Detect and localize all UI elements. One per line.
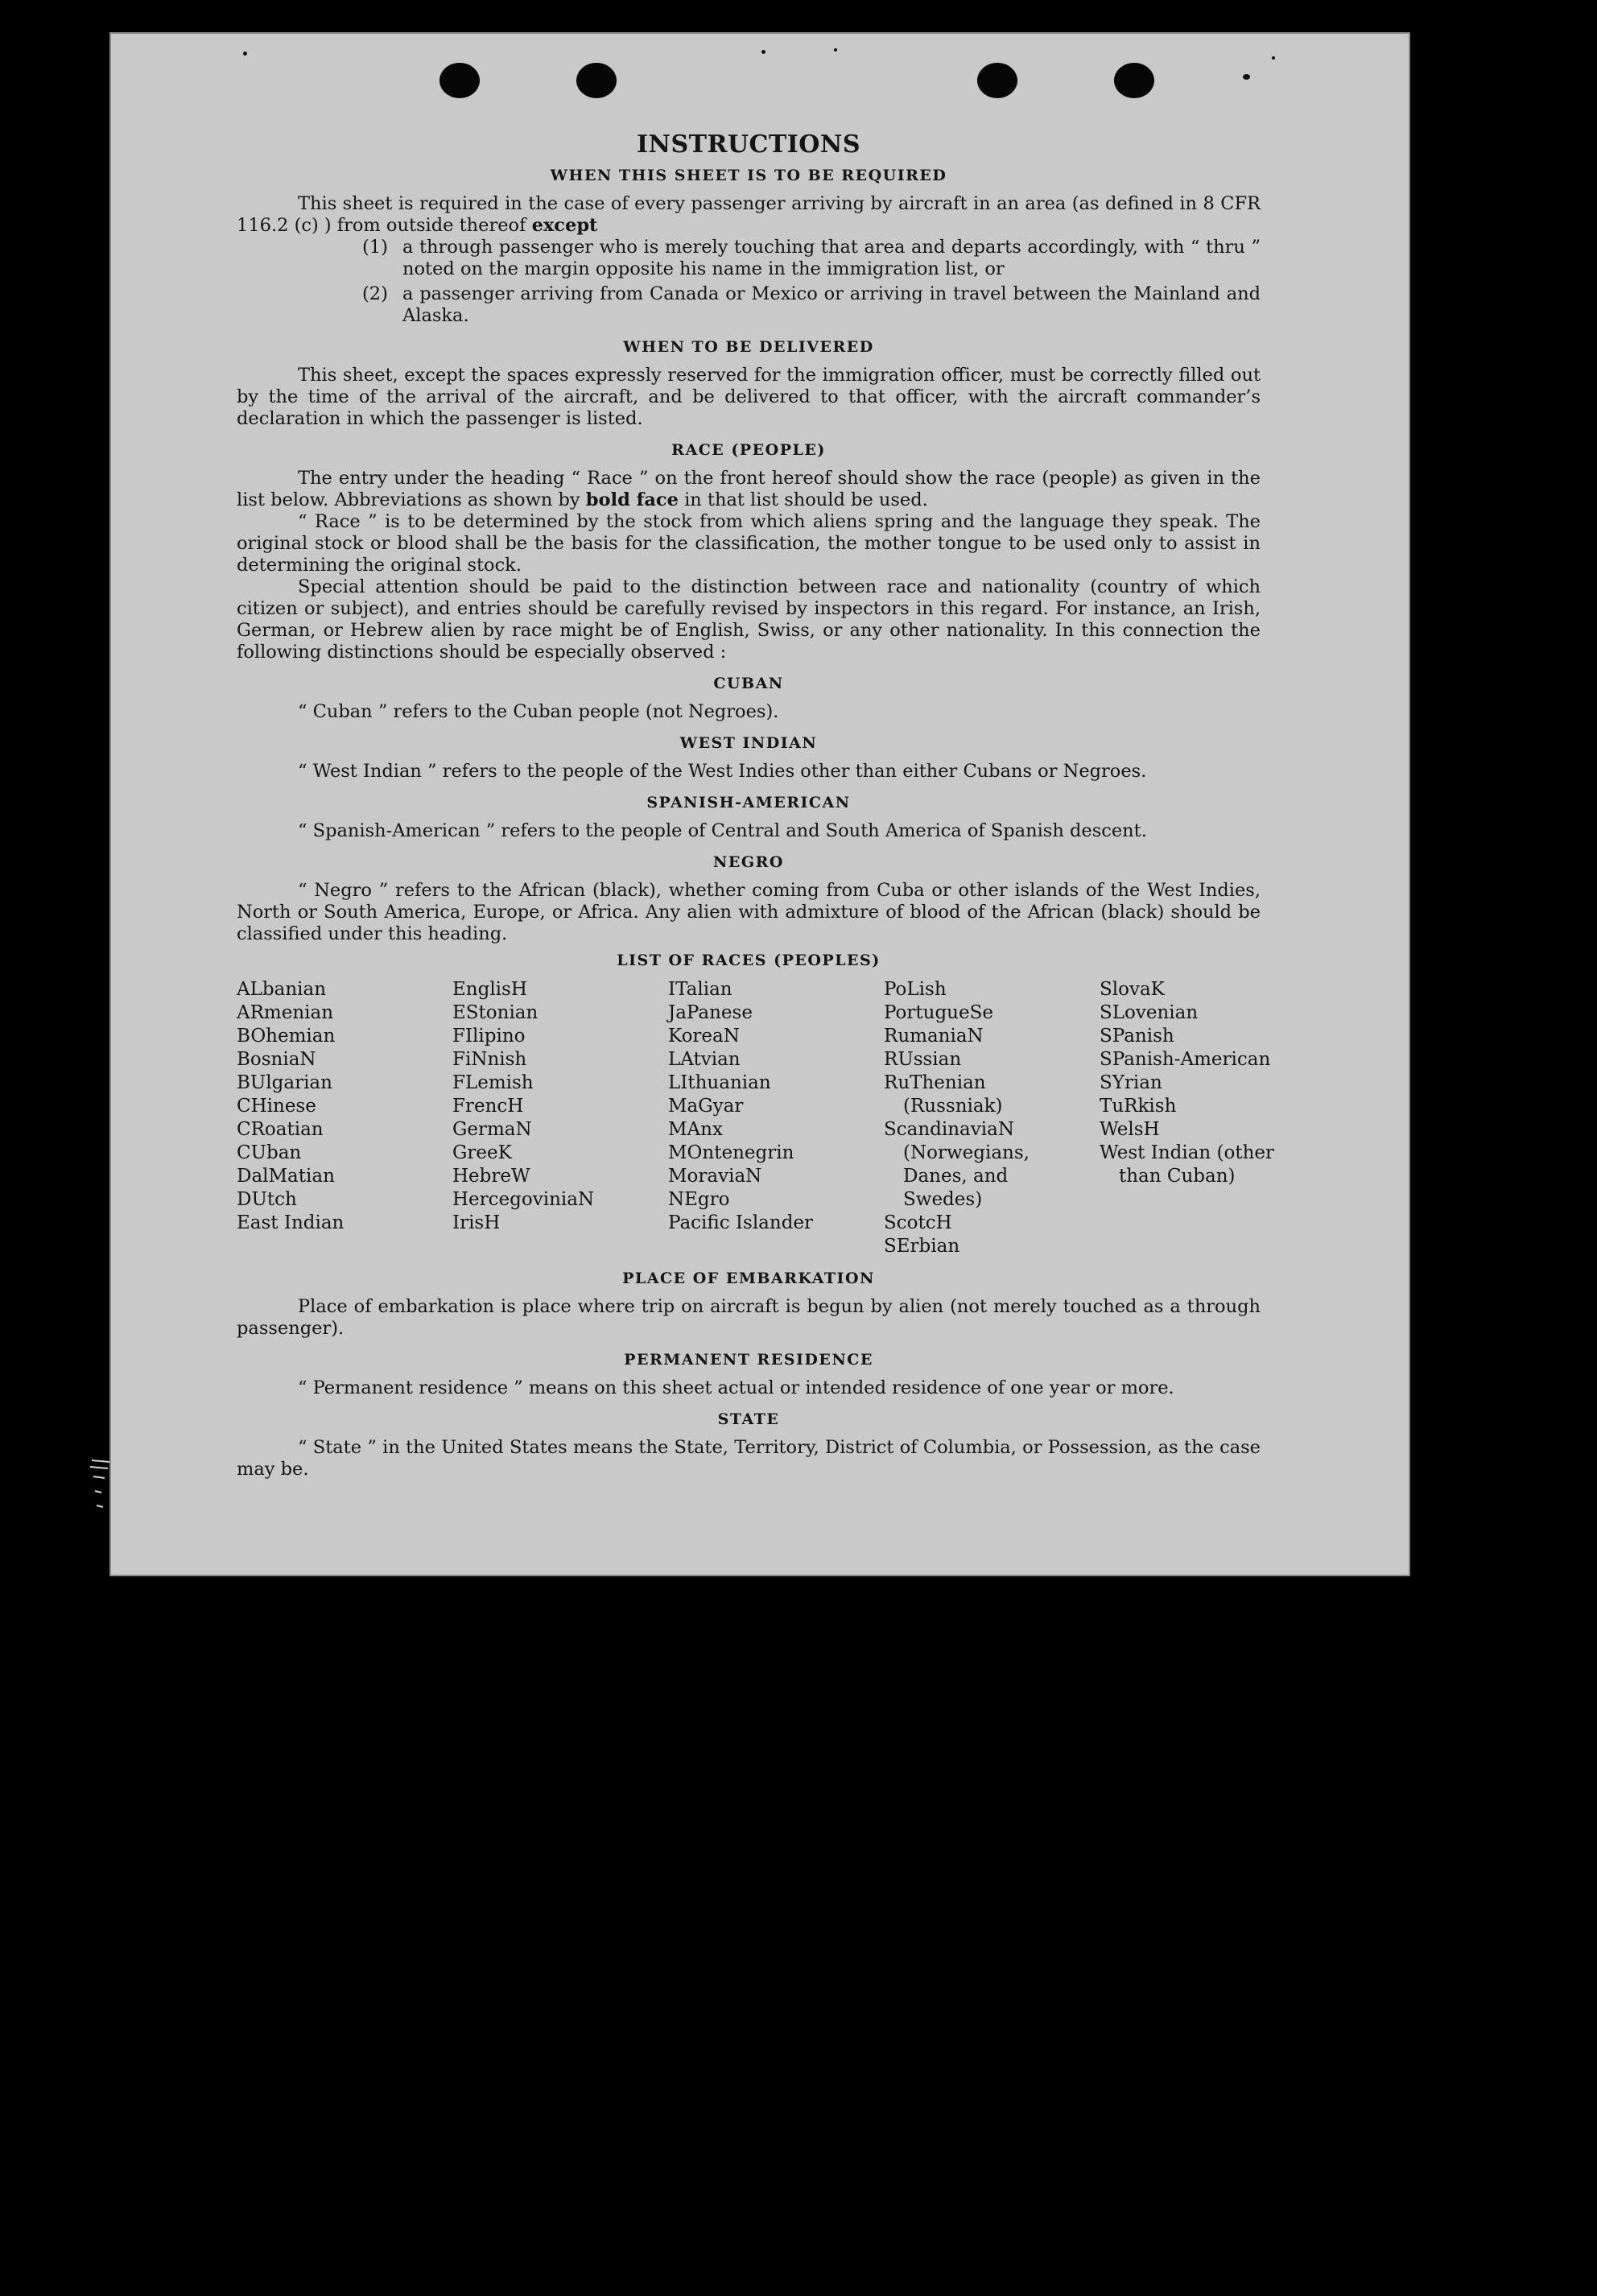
race-entry: SErbian — [884, 1236, 960, 1257]
race-entry: West Indian (other than Cuban) — [1100, 1142, 1275, 1187]
item-text: a passenger arriving from Canada or Mexico or arriving in travel between the Mainland and Alaska. — [402, 283, 1261, 326]
race-entry: MaGyar — [668, 1096, 744, 1117]
race-entry: NEgro — [668, 1189, 730, 1210]
speck — [834, 48, 837, 52]
race-entry: MoraviaN — [668, 1166, 762, 1187]
speck — [761, 50, 765, 54]
edge-scan-marks — [87, 1449, 119, 1530]
race-entry: PortugueSe — [884, 1002, 993, 1023]
paragraph-cuban: “ Cuban ” refers to the Cuban people (not Negroes). — [298, 701, 779, 722]
race-entry: GermaN — [452, 1119, 532, 1140]
races-column-3 — [668, 978, 884, 1258]
race-entry: SPanish-American — [1100, 1049, 1271, 1070]
document-sheet — [109, 32, 1410, 1576]
heading-permanent-residence: PERMANENT RESIDENCE — [624, 1351, 873, 1369]
text-emphasis: except — [531, 215, 598, 236]
race-entry: EnglisH — [452, 979, 527, 1000]
heading-when-delivered: WHEN TO BE DELIVERED — [623, 338, 874, 356]
race-entry: LAtvian — [668, 1049, 741, 1070]
race-entry: ScandinaviaN (Norwegians, Danes, and Swedes) — [884, 1119, 1030, 1210]
heading-list-of-races: LIST OF RACES (PEOPLES) — [617, 952, 881, 969]
text-segment: in that list should be used. — [684, 489, 928, 510]
race-entry: RumaniaN — [884, 1026, 984, 1047]
paragraph-race-3: Special attention should be paid to the distinction between race and nationality (country of which citizen or subject), and entries should be carefully revised by inspectors in this regard. For instance, an Irish, German, or Hebrew alien by race might be of English, Swiss, or any other nationality. In this connection the following distinctions should be especially observed : — [237, 576, 1261, 663]
item-number: (1) — [362, 237, 388, 258]
race-entry: BOhemian — [237, 1026, 336, 1047]
paragraph-when-required — [237, 193, 1261, 237]
paragraph-state: “ State ” in the United States means the State, Territory, District of Columbia, or Possession, as the case may be. — [237, 1437, 1261, 1480]
race-entry: East Indian — [237, 1212, 345, 1233]
race-entry: IrisH — [452, 1212, 501, 1233]
race-entry: SlovaK — [1100, 979, 1165, 1000]
list-item-2 — [362, 283, 1261, 327]
speck — [1272, 56, 1275, 60]
race-entry: GreeK — [452, 1142, 512, 1163]
race-entry: RUssian — [884, 1049, 962, 1070]
paragraph-embarkation: Place of embarkation is place where trip on aircraft is begun by alien (not merely touched as a through passenger). — [237, 1296, 1261, 1339]
race-entry: SYrian — [1100, 1072, 1162, 1093]
races-column-1 — [237, 978, 452, 1258]
race-entry: EStonian — [452, 1002, 539, 1023]
race-entry: FiNnish — [452, 1049, 527, 1070]
race-entry: CHinese — [237, 1096, 316, 1117]
race-entry: BosniaN — [237, 1049, 316, 1070]
race-entry: PoLish — [884, 979, 947, 1000]
race-entry: CRoatian — [237, 1119, 324, 1140]
text-emphasis: bold face — [585, 489, 679, 510]
race-entry: HebreW — [452, 1166, 530, 1187]
instructions-content — [237, 130, 1275, 1480]
paragraph-west-indian: “ West Indian ” refers to the people of the West Indies other than either Cubans or Negroes. — [298, 761, 1147, 782]
race-entry: CUban — [237, 1142, 302, 1163]
race-entry: WelsH — [1100, 1119, 1160, 1140]
race-entry: JaPanese — [668, 1002, 753, 1023]
race-entry: FrencH — [452, 1096, 524, 1117]
race-entry: ITalian — [668, 979, 732, 1000]
races-column-4 — [884, 978, 1100, 1258]
race-entry: BUlgarian — [237, 1072, 332, 1093]
text-segment: The entry under the heading “ Race ” on the front hereof should show the race (people) as given in the list below. Abbreviations as shown by — [237, 468, 1261, 510]
paragraph-race-1 — [237, 468, 1261, 511]
heading-west-indian: WEST INDIAN — [679, 734, 818, 752]
paragraph-race-2: “ Race ” is to be determined by the stock from which aliens spring and the language they speak. The original stock or blood shall be the basis for the classification, the mother tongue to be used only to assist in determining the original stock. — [237, 511, 1261, 576]
heading-negro: NEGRO — [713, 853, 784, 871]
race-entry: RuThenian (Russniak) — [884, 1072, 1003, 1117]
race-entry: SLovenian — [1100, 1002, 1199, 1023]
race-entry: MAnx — [668, 1119, 723, 1140]
heading-spanish-american: SPANISH-AMERICAN — [646, 794, 851, 811]
paragraph-negro: “ Negro ” refers to the African (black), whether coming from Cuba or other islands of the West Indies, North or South America, Europe, or Africa. Any alien with admixture of blood of the African (black) should be classified under this heading. — [237, 880, 1261, 944]
race-entry: MOntenegrin — [668, 1142, 794, 1163]
races-table — [237, 978, 1275, 1258]
paragraph-permanent-residence: “ Permanent residence ” means on this sheet actual or intended residence of one year or more. — [298, 1377, 1174, 1398]
text-segment: This sheet is required in the case of every passenger arriving by aircraft in an area (as defined in 8 CFR 116.2 (c) ) from outside thereof — [237, 193, 1261, 236]
item-number: (2) — [362, 283, 388, 304]
punch-hole-3 — [977, 63, 1017, 98]
heading-cuban: CUBAN — [713, 675, 784, 692]
paragraph-spanish-american: “ Spanish-American ” refers to the people of Central and South America of Spanish descent. — [298, 820, 1147, 841]
race-entry: LIthuanian — [668, 1072, 771, 1093]
speck — [243, 52, 247, 56]
list-item-1 — [362, 237, 1261, 280]
punch-hole-1 — [439, 63, 480, 98]
heading-state: STATE — [717, 1410, 780, 1428]
race-entry: HercegoviniaN — [452, 1189, 595, 1210]
race-entry: ALbanian — [237, 979, 327, 1000]
punch-hole-4 — [1114, 63, 1154, 98]
race-entry: ARmenian — [237, 1002, 334, 1023]
race-entry: DalMatian — [237, 1166, 335, 1187]
race-entry: KoreaN — [668, 1026, 740, 1047]
page-title: INSTRUCTIONS — [637, 130, 860, 159]
race-entry: ScotcH — [884, 1212, 952, 1233]
race-entry: FIlipino — [452, 1026, 526, 1047]
heading-when-required: WHEN THIS SHEET IS TO BE REQUIRED — [550, 167, 947, 184]
punch-hole-2 — [576, 63, 617, 98]
race-entry: SPanish — [1100, 1026, 1174, 1047]
paragraph-when-delivered: This sheet, except the spaces expressly reserved for the immigration officer, must be correctly filled out by the time of the arrival of the aircraft, and be delivered to that officer, with the aircraft commander’s declaration in which the passenger is listed. — [237, 365, 1261, 429]
race-entry: Pacific Islander — [668, 1212, 814, 1233]
item-text: a through passenger who is merely touching that area and departs accordingly, with “ thru ” noted on the margin opposite his name in the immigration list, or — [402, 237, 1261, 279]
race-entry: TuRkish — [1100, 1096, 1177, 1117]
races-column-5 — [1100, 978, 1275, 1258]
race-entry: FLemish — [452, 1072, 534, 1093]
races-column-2 — [452, 978, 668, 1258]
speck — [1243, 74, 1250, 80]
race-entry: DUtch — [237, 1189, 297, 1210]
heading-embarkation: PLACE OF EMBARKATION — [622, 1270, 875, 1287]
heading-race: RACE (PEOPLE) — [671, 441, 826, 459]
